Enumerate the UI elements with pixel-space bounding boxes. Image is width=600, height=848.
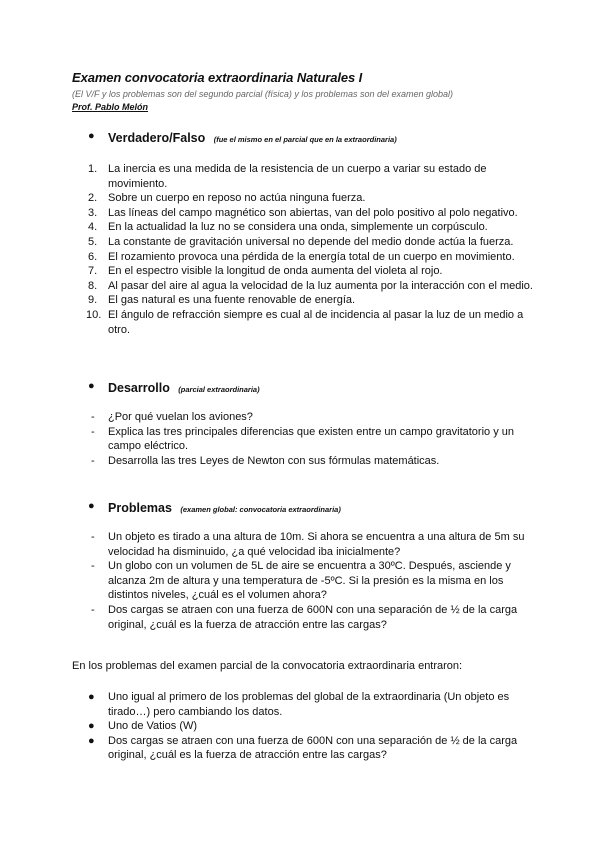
list-item: 7. En el espectro visible la longitud de onda aumenta del violeta al rojo. — [88, 265, 443, 278]
dash-icon: - — [91, 411, 95, 423]
bullet-dot-icon: ● — [88, 500, 95, 512]
document-title: Examen convocatoria extraordinaria Naturales I — [72, 70, 363, 85]
list-item: 5. La constante de gravitación universal no depende del medio donde actúa la fuerza. — [88, 235, 514, 248]
list-item: 10. El ángulo de refracción siempre es cual al de incidencia al pasar la luz de un medio a otro. — [86, 308, 524, 336]
bullet-dot-icon: ● — [88, 130, 95, 142]
dash-icon: - — [91, 603, 95, 616]
list-item: 1. La inercia es una medida de la resistencia de un cuerpo a variar su estado de movimiento. — [88, 163, 487, 190]
author-line: Prof. Pablo Melón — [72, 102, 149, 112]
section-heading: Verdadero/Falso — [108, 131, 206, 145]
list-item: ● Dos cargas se atraen con una fuerza de 600N con una separación de ½ de la carga original, ¿cuál es la fuerza de atracción entre las cargas? — [88, 734, 518, 762]
list-item: - ¿Por qué vuelan los aviones? — [91, 411, 253, 423]
dash-icon: - — [91, 531, 95, 543]
bullet-dot-icon: ● — [88, 691, 95, 703]
bullet-dot-icon: ● — [88, 734, 95, 747]
section-note: (parcial extraordinaria) — [178, 385, 260, 394]
vf-list — [88, 162, 538, 337]
section-heading: Desarrollo — [108, 381, 170, 395]
parcial-list — [88, 690, 538, 763]
bullet-dot-icon: ● — [88, 720, 95, 733]
list-item: ● Uno de Vatios (W) — [88, 720, 198, 733]
bullet-dot-icon: ● — [88, 380, 95, 392]
list-item: 4. En la actualidad la luz no se considera una onda, simplemente un corpúsculo. — [88, 221, 488, 234]
desarrollo-list — [88, 410, 538, 468]
section-heading: Problemas — [108, 501, 172, 515]
dash-icon: - — [91, 560, 95, 573]
list-item: - Un objeto es tirado a una altura de 10m. Si ahora se encuentra a una altura de 5m su velocidad ha disminuido, ¿a qué velocidad iba inicialmente? — [91, 531, 525, 558]
list-item: 9. El gas natural es una fuente renovable de energía. — [88, 294, 356, 307]
section-note: (fue el mismo en el parcial que en la extraordinaria) — [213, 135, 397, 144]
list-item: - Desarrolla las tres Leyes de Newton con sus fórmulas matemáticas. — [91, 454, 440, 467]
dash-icon: - — [91, 425, 95, 438]
list-item: - Un globo con un volumen de 5L de aire se encuentra a 30ºC. Después, asciende y alcanza 2m de altura y una temperatura de -5ºC. Si la presión es la misma en los distintos niveles, ¿cuál es el volumen ahora? — [91, 560, 511, 602]
dash-icon: - — [91, 454, 95, 467]
list-item: 2. Sobre un cuerpo en reposo no actúa ninguna fuerza. — [88, 192, 366, 205]
list-item: - Dos cargas se atraen con una fuerza de 600N con una separación de ½ de la carga original, ¿cuál es la fuerza de atracción entre las cargas? — [91, 603, 518, 631]
list-item: 3. Las líneas del campo magnético son abiertas, van del polo positivo al polo negativo. — [88, 206, 518, 219]
problemas-list — [88, 530, 538, 632]
list-item: 8. Al pasar del aire al agua la velocidad de la luz aumenta por la interacción con el medio. — [88, 279, 533, 292]
list-item: - Explica las tres principales diferencias que existen entre un campo gravitatorio y un campo eléctrico. — [91, 425, 514, 453]
list-item: 6. El rozamiento provoca una pérdida de la energía total de un cuerpo en movimiento. — [88, 250, 515, 263]
document-subtitle: (El V/F y los problemas son del segundo parcial (física) y los problemas son del examen global) — [72, 89, 454, 99]
list-item: ● Uno igual al primero de los problemas del global de la extraordinaria (Un objeto es tirado…) pero cambiando los datos. — [88, 691, 510, 718]
section-note: (examen global: convocatoria extraordinaria) — [180, 505, 341, 514]
parcial-intro: En los problemas del examen parcial de la convocatoria extraordinaria entraron: — [72, 660, 463, 672]
